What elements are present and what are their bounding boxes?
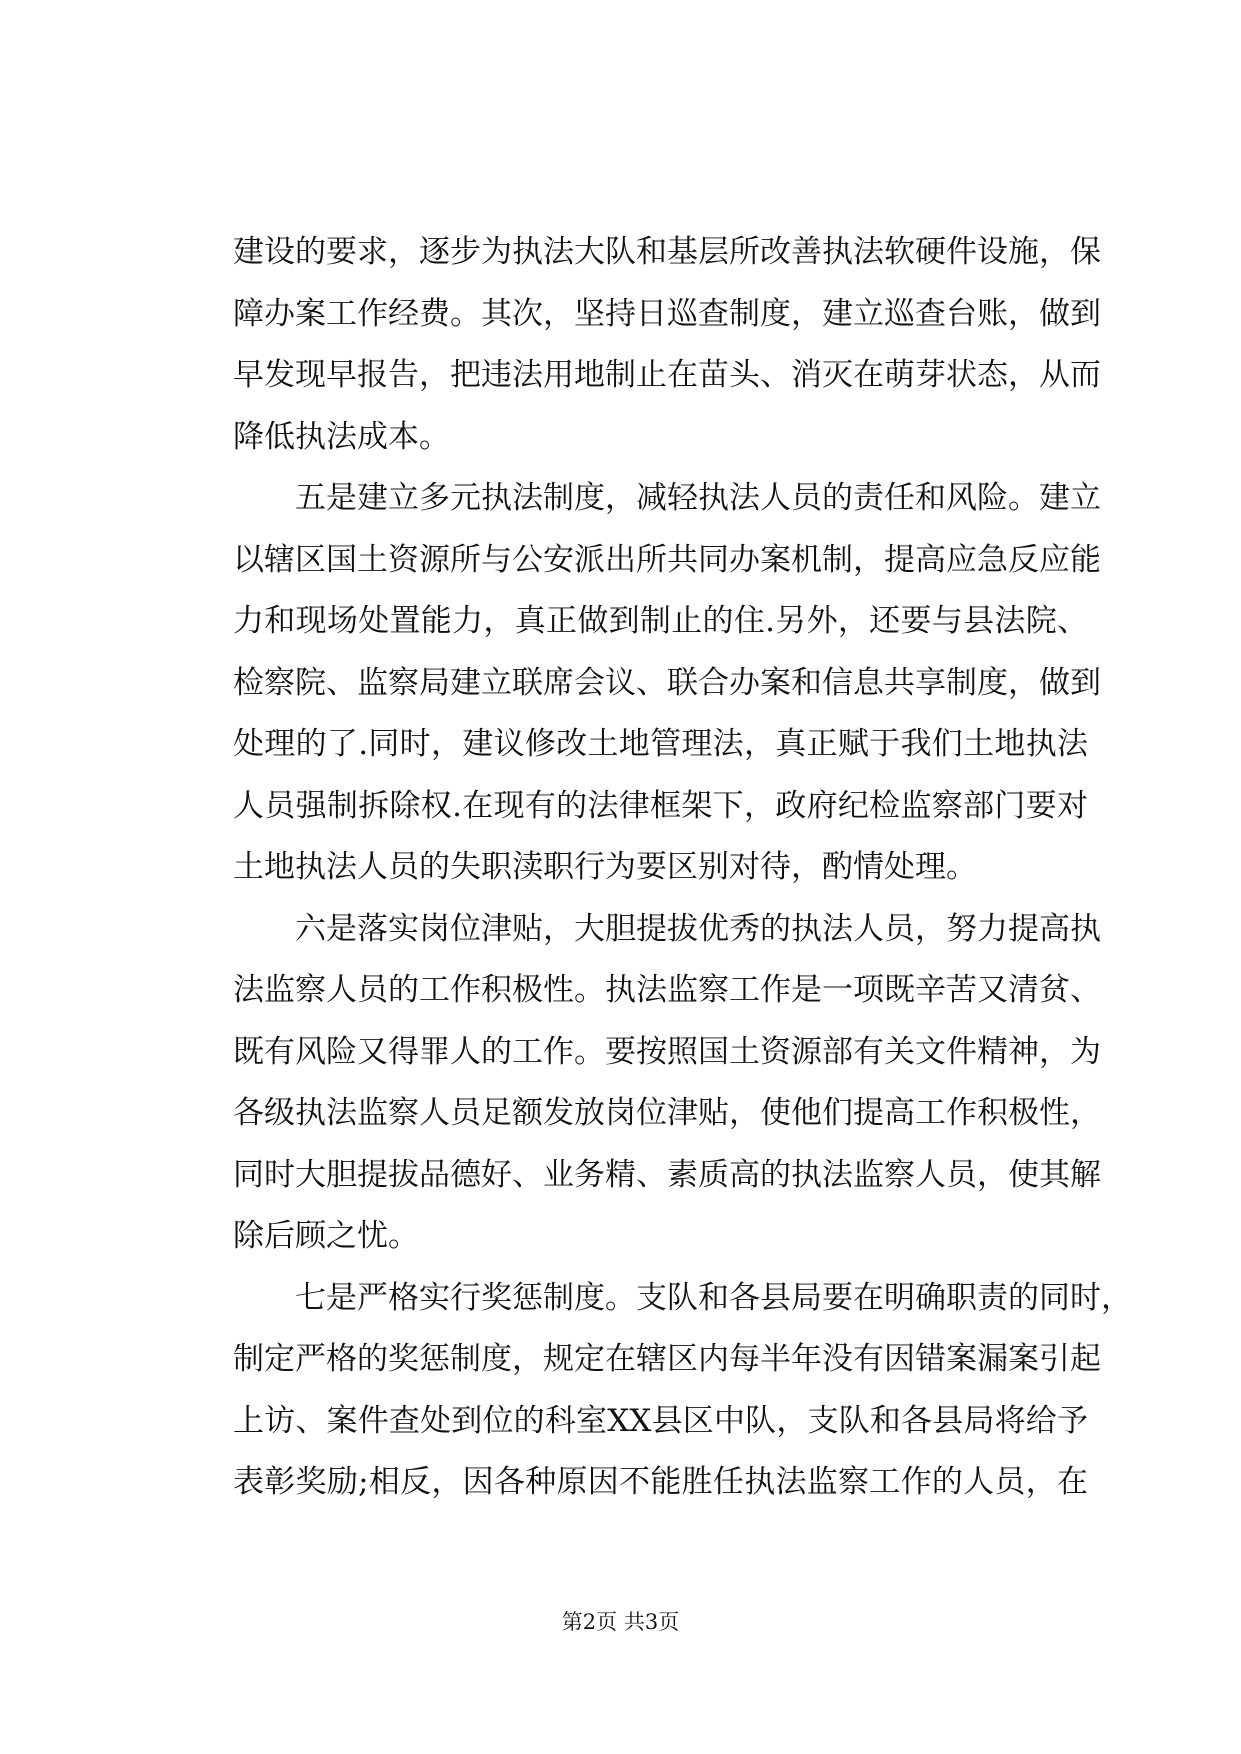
text-line: 建设的要求，逐步为执法大队和基层所改善执法软硬件设施，保	[233, 234, 1101, 270]
paragraph-item-5	[233, 478, 1101, 909]
paragraph-item-7	[233, 1278, 1132, 1524]
text-line: 力和现场处置能力，真正做到制止的住.另外，还要与县法院、	[233, 603, 1088, 639]
text-line: 降低执法成本。	[233, 418, 450, 455]
text-line: 早发现早报告，把违法用地制止在苗头、消灭在萌芽状态，从而	[233, 357, 1101, 393]
text-line: 各级执法监察人员足额发放岗位津贴，使他们提高工作积极性，	[233, 1095, 1101, 1131]
text-line: 检察院、监察局建立联席会议、联合办案和信息共享制度，做到	[233, 664, 1101, 701]
paragraph-item-6	[233, 909, 1101, 1278]
text-line: 七是严格实行奖惩制度。支队和各县局要在明确职责的同时，	[295, 1279, 1132, 1316]
text-line: 五是建立多元执法制度，减轻执法人员的责任和风险。建立	[295, 480, 1101, 516]
text-line: 土地执法人员的失职渎职行为要区别对待，酌情处理。	[233, 849, 977, 885]
page-total: 共3页	[623, 1610, 680, 1634]
text-line: 人员强制拆除权.在现有的法律框架下，政府纪检监察部门要对	[233, 787, 1088, 824]
text-line: 表彰奖励;相反，因各种原因不能胜任执法监察工作的人员，在	[233, 1464, 1088, 1500]
text-line: 六是落实岗位津贴，大胆提拔优秀的执法人员，努力提高执	[295, 910, 1101, 947]
text-line: 既有风险又得罪人的工作。要按照国土资源部有关文件精神，为	[233, 1033, 1101, 1070]
text-line: 上访、案件查处到位的科室XX县区中队，支队和各县局将给予	[233, 1402, 1088, 1439]
paragraph-continuation	[233, 232, 1101, 478]
text-line: 障办案工作经费。其次，坚持日巡查制度，建立巡查台账，做到	[233, 295, 1101, 332]
page-number: 第2页	[561, 1610, 618, 1634]
text-line: 以辖区国土资源所与公安派出所共同办案机制，提高应急反应能	[233, 541, 1101, 578]
text-line: 处理的了.同时，建议修改土地管理法，真正赋于我们土地执法	[233, 726, 1088, 762]
document-body	[233, 232, 1132, 1524]
page-footer	[0, 1608, 1241, 1636]
text-line: 法监察人员的工作积极性。执法监察工作是一项既辛苦又清贫、	[233, 972, 1101, 1008]
text-line: 同时大胆提拔品德好、业务精、素质高的执法监察人员，使其解	[233, 1156, 1101, 1193]
text-line: 除后顾之忧。	[233, 1218, 419, 1254]
text-line: 制定严格的奖惩制度，规定在辖区内每半年没有因错案漏案引起	[233, 1341, 1101, 1377]
